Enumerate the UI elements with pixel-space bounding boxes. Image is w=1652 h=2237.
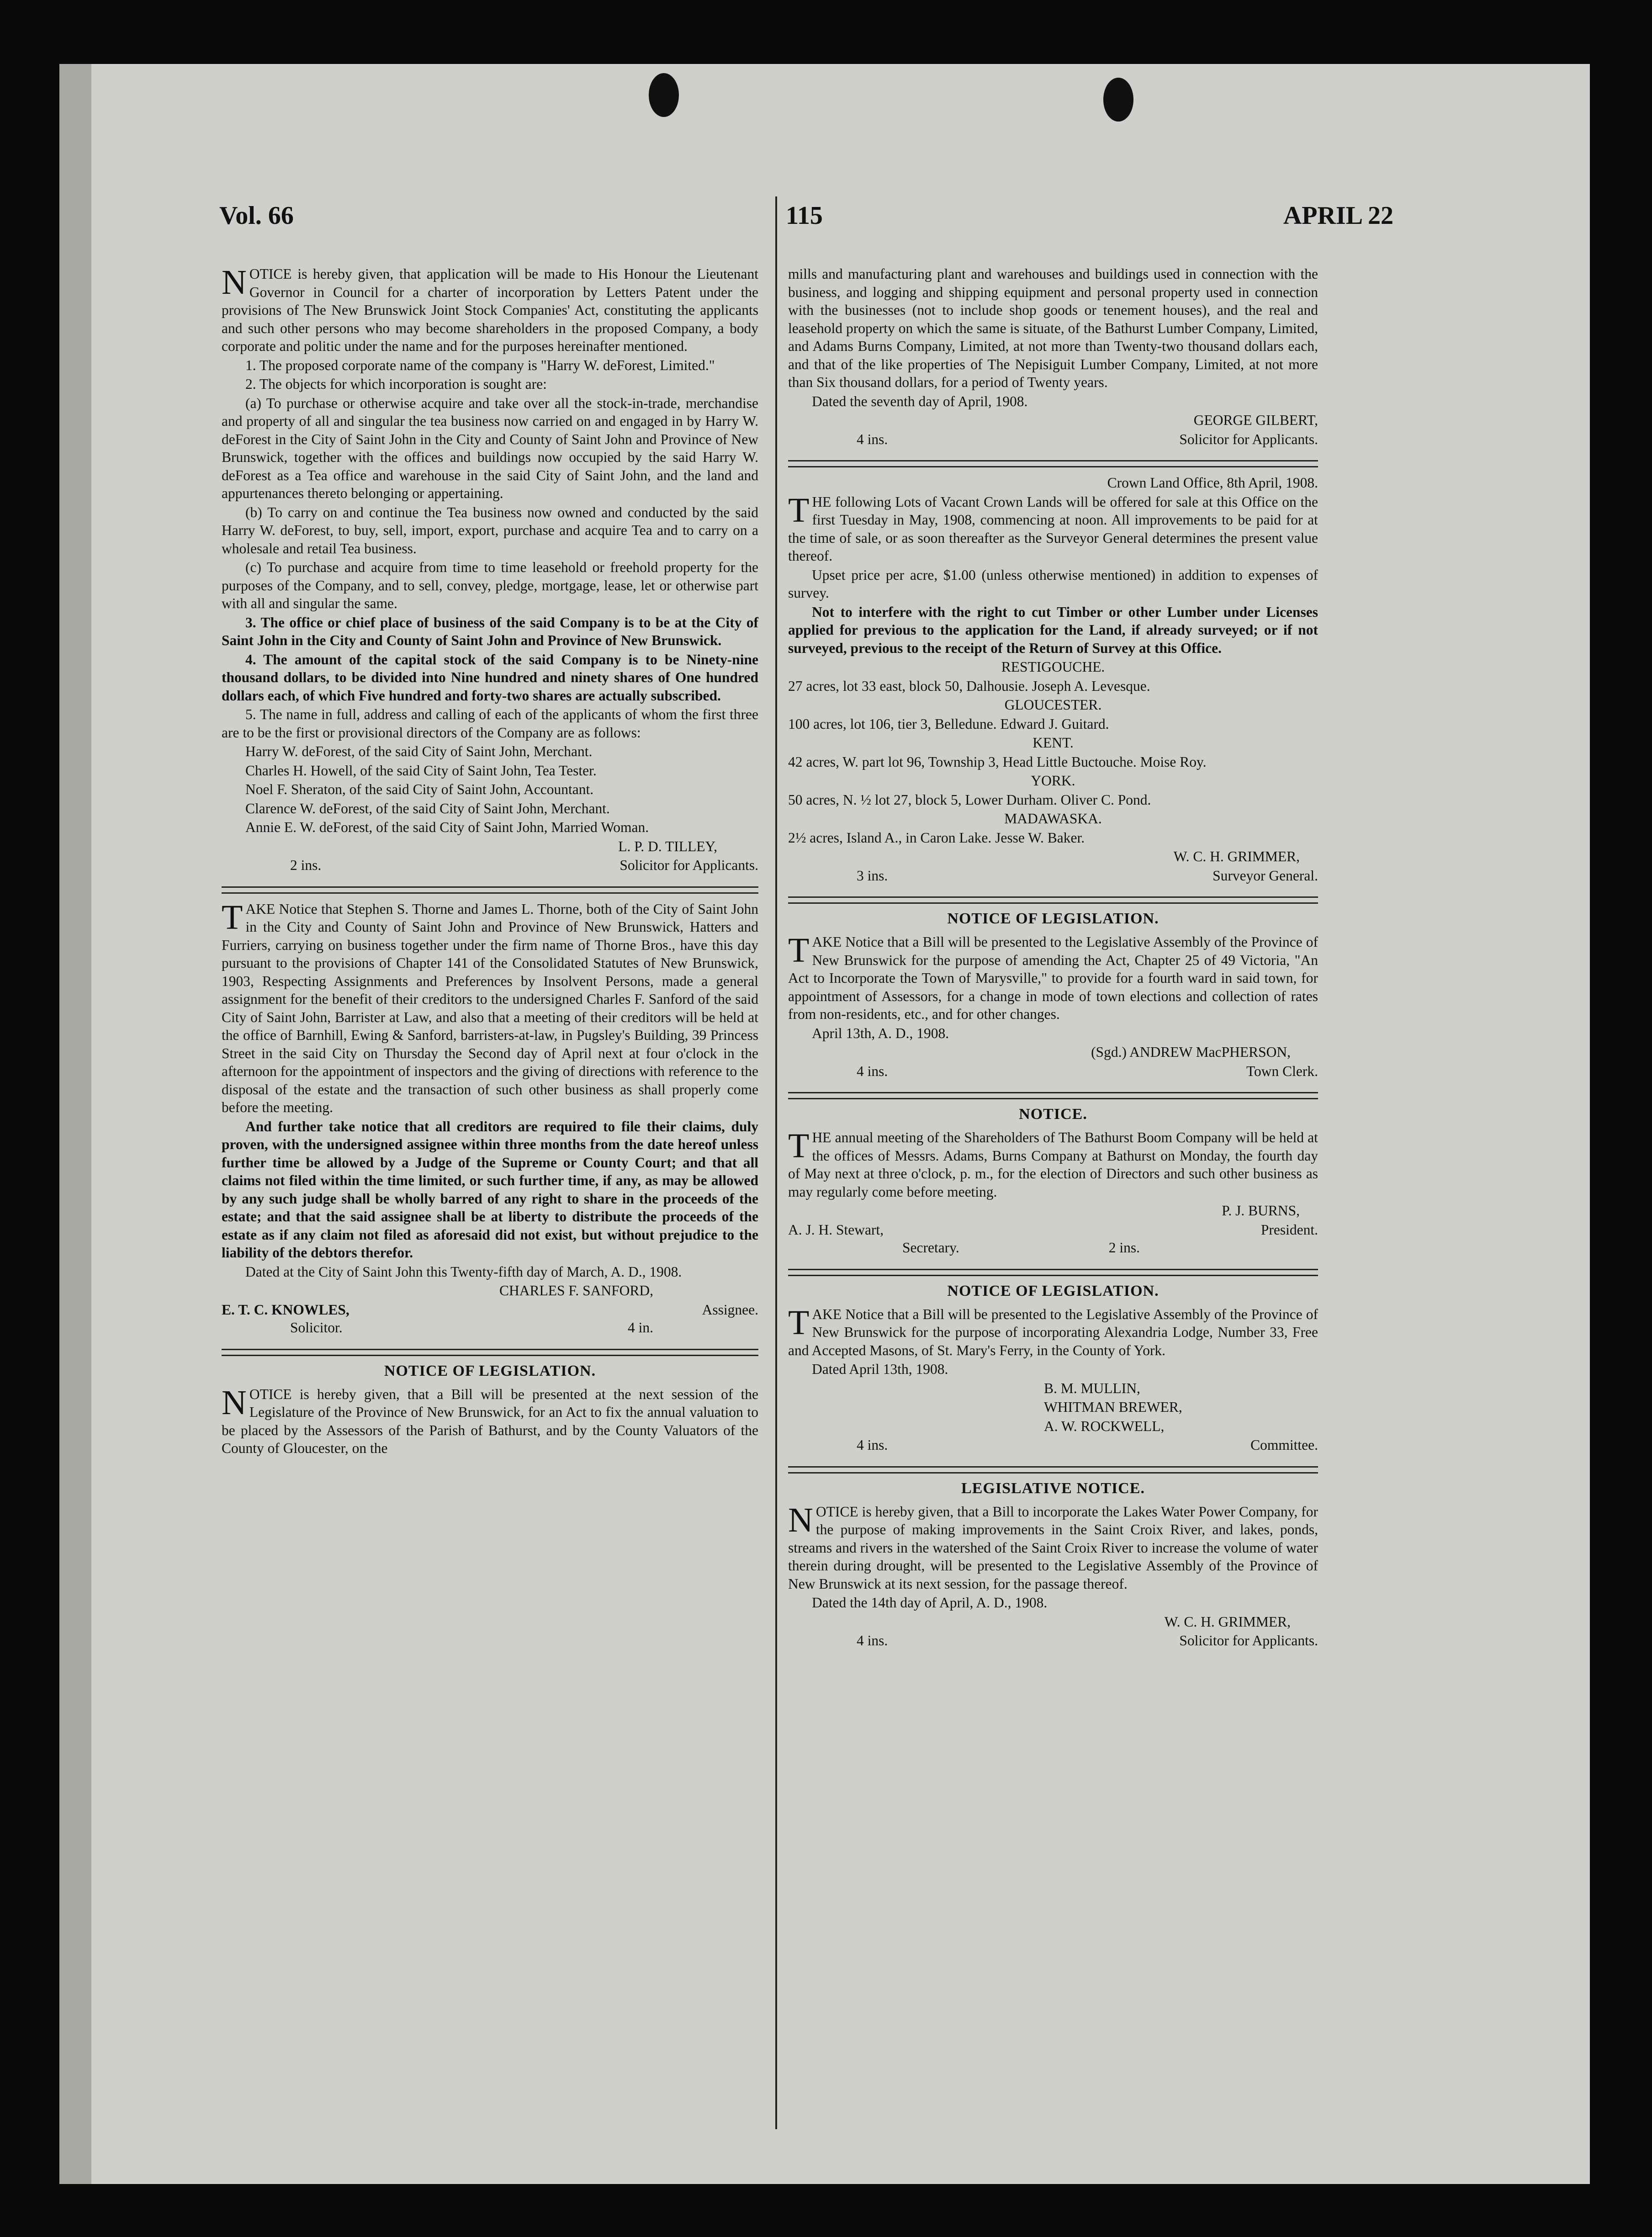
county-heading: YORK. [1031, 773, 1075, 789]
solicitor-name: E. T. C. KNOWLES, [222, 1301, 349, 1318]
punch-hole [649, 73, 679, 117]
notice-dated: Dated the seventh day of April, 1908. [812, 393, 1028, 409]
signature-row [788, 867, 1318, 885]
notice-title: NOTICE OF LEGISLATION. [947, 910, 1159, 927]
binding-edge [59, 64, 91, 2184]
signer-name: (Sgd.) ANDREW MacPHERSON, [1091, 1044, 1291, 1060]
section-divider [788, 460, 1318, 467]
signer-role: Solicitor for Applicants. [1179, 1633, 1318, 1649]
legislation-notice-marysville [788, 910, 1318, 1080]
notice-paragraph: 4. The amount of the capital stock of the said Company is to be Ninety-nine thousand dollars, to be divided into Nine hundred and ninety shares of One hundred dollars each, of which Five hundred and forty-two shares are actually subscribed. [222, 651, 758, 704]
insertion-count: 4 in. [627, 1320, 653, 1336]
left-column [222, 265, 758, 1469]
insertion-count: 4 ins. [857, 1063, 888, 1079]
director-entry: Charles H. Howell, of the said City of Saint John, Tea Tester. [245, 762, 597, 779]
legislative-notice-water-power [788, 1480, 1318, 1650]
signature-row [222, 1319, 758, 1337]
notice-lead: TAKE Notice that Stephen S. Thorne and James L. Thorne, both of the City of Saint John in the City and County of Saint John and Province of New Brunswick, Hatters and Furriers, carrying on business together under the firm name of Thorne Bros., have this day pursuant to the provisions of Chapter 141 of the Consolidated Statutes of New Brunswick, 1903, Respecting Assignments and Preferences by Insolvent Persons, made a general assignment for the benefit of their creditors to the undersigned Charles F. Sanford of the said City of Saint John, Barrister at Law, and also that a meeting of their creditors will be held at the office of Barnhill, Ewing & Sanford, barristers-at-law, in Pugsley's Building, 39 Princess Street in the said City on Thursday the Second day of April next at four o'clock in the afternoon for the appointment of inspectors and the giving of directions with reference to the disposal of the estate and the transaction of such other business as shall properly come before the meeting. [222, 898, 758, 1115]
committee-member: A. W. ROCKWELL, [1044, 1418, 1165, 1434]
notice-dated: Dated at the City of Saint John this Twenty-fifth day of March, A. D., 1908. [245, 1263, 682, 1280]
assignee-role: Assignee. [702, 1301, 758, 1318]
notice-lead: NOTICE is hereby given, that application will be made to His Honour the Lieutenant Governor in Council for a charter of incorporation by Letters Patent under the provisions of The New Brunswick Joint Stock Companies' Act, constituting the applicants and such other persons who may become shareholders in the proposed Company, a body corporate and politic under the name and for the purposes hereinafter mentioned. [222, 263, 758, 354]
notice-paragraph: And further take notice that all creditors are required to file their claims, duly proven, with the undersigned assignee within three months from the date hereof unless further time be allowed by a Judge of the Supreme or County Court; and that all claims not filed within the time limited, or such further time, if any, as may be allowed by any such judge shall be wholly barred of any right to share in the proceeds of the estate; and that the said assignee shall be at liberty to distribute the proceeds of the estate as if any claim not filed as aforesaid did not exist, but without prejudice to the liability of the debtors therefor. [222, 1118, 758, 1261]
notice-lead: THE following Lots of Vacant Crown Lands will be offered for sale at this Office on the first Tuesday in May, 1908, commencing at noon. All improvements to be paid for at the time of sale, or as soon thereafter as the Surveyor General determines the present value thereof. [788, 491, 1318, 564]
notice-lead: THE annual meeting of the Shareholders of The Bathurst Boom Company will be held at the offices of Messrs. Adams, Burns Company at Bathurst on Monday, the fourth day of May next at three o'clock, p. m., for the election of Directors and such other business as may regularly come before meeting. [788, 1127, 1318, 1200]
incorporation-notice [222, 265, 758, 875]
notice-title: NOTICE OF LEGISLATION. [384, 1362, 596, 1379]
section-divider [788, 896, 1318, 904]
signer-role: Surveyor General. [1213, 867, 1318, 884]
insertion-count: 3 ins. [857, 867, 888, 884]
valuation-notice-continued [788, 265, 1318, 448]
director-entry: Harry W. deForest, of the said City of Saint John, Merchant. [245, 743, 593, 759]
page-header [219, 201, 1393, 238]
signature-row [788, 1436, 1318, 1454]
notice-lead: NOTICE is hereby given, that a Bill to incorporate the Lakes Water Power Company, for the purpose of making improvements in the Saint Croix River, and lakes, ponds, streams and rivers in the watershed of the Saint Croix River to increase the volume of water therein during drought, will be presented to the Legislative Assembly of the Province of New Brunswick at its next session, for the passage thereof. [788, 1500, 1318, 1592]
notice-paragraph: 5. The name in full, address and calling of each of the applicants of whom the first three are to be the first or provisional directors of the Company are as follows: [222, 706, 758, 741]
notice-paragraph: 2. The objects for which incorporation is sought are: [245, 376, 547, 392]
director-entry: Annie E. W. deForest, of the said City of Saint John, Married Woman. [245, 819, 649, 835]
county-heading: MADAWASKA. [1004, 811, 1102, 827]
notice-title: LEGISLATIVE NOTICE. [961, 1479, 1145, 1497]
president-name: P. J. BURNS, [1222, 1203, 1300, 1219]
committee-member: B. M. MULLIN, [1044, 1380, 1140, 1396]
signer-name: GEORGE GILBERT, [1193, 412, 1318, 428]
notice-paragraph: Upset price per acre, $1.00 (unless otherwise mentioned) in addition to expenses of survey. [788, 567, 1318, 601]
notice-paragraph: 3. The office or chief place of business of the said Company is to be at the City of Saint John in the City and County of Saint John and Province of New Brunswick. [222, 614, 758, 648]
signature-row [222, 1301, 758, 1319]
assignee-name: CHARLES F. SANFORD, [499, 1283, 653, 1299]
notice-dated: April 13th, A. D., 1908. [812, 1025, 949, 1041]
signature-row [788, 1632, 1318, 1650]
county-heading: RESTIGOUCHE. [1001, 659, 1105, 675]
committee-member: WHITMAN BREWER, [1044, 1399, 1182, 1415]
right-column [788, 265, 1318, 1662]
president-role: President. [1260, 1221, 1318, 1238]
signer-role: Solicitor for Applicants. [620, 857, 758, 873]
insertion-count: 4 ins. [857, 1437, 888, 1453]
notice-lead: TAKE Notice that a Bill will be presented to the Legislative Assembly of the Province of New Brunswick for the purpose of amending the Act, Chapter 25 of 49 Victoria, "An Act to Incorporate the Town of Marysville," to provide for a fourth ward in said town, for appointment of Assessors, for a change in mode of town elections and collection of rates from non-residents, etc., and for other changes. [788, 931, 1318, 1022]
signer-name: W. C. H. GRIMMER, [1164, 1613, 1291, 1630]
committee-role: Committee. [1250, 1437, 1318, 1453]
solicitor-role: Solicitor. [290, 1320, 343, 1336]
crown-lands-notice [788, 474, 1318, 885]
notice-dated: Dated April 13th, 1908. [812, 1361, 948, 1377]
notice-paragraph: (c) To purchase and acquire from time to time leasehold or freehold property for the purposes of the Company, and to sell, convey, pledge, mortgage, lease, let or otherwise part with all and singular the same. [222, 559, 758, 611]
signer-name: L. P. D. TILLEY, [618, 838, 717, 854]
assignment-notice [222, 900, 758, 1337]
director-entry: Clarence W. deForest, of the said City of Saint John, Merchant. [245, 800, 610, 816]
section-divider [222, 886, 758, 894]
notice-paragraph: Not to interfere with the right to cut Timber or other Lumber under Licenses applied for previous to the application for the Land, if already surveyed; or if not surveyed, previous to the receipt of the Return of Survey at this Office. [788, 604, 1318, 656]
legislation-notice-masonic-lodge [788, 1283, 1318, 1454]
notice-dated: Dated the 14th day of April, A. D., 1908. [812, 1595, 1048, 1611]
volume-number: Vol. 66 [219, 201, 294, 230]
section-divider [222, 1349, 758, 1356]
notice-paragraph: (a) To purchase or otherwise acquire and take over all the stock-in-trade, merchandise and property of all and singular the tea business now carried on and engaged in by Harry W. deForest in the City of Saint John in the City and County of Saint John and Province of New Brunswick, together with the offices and buildings now occupied by the said Harry W. deForest as a Tea office and warehouse in the said City of Saint John, and the land and appurtenances thereto belonging or appertaining. [222, 395, 758, 501]
signer-role: Solicitor for Applicants. [1179, 431, 1318, 447]
signature-row [788, 1239, 1318, 1257]
signature-row [788, 430, 1318, 449]
signature-row [788, 1221, 1318, 1239]
column-rule [775, 196, 777, 2129]
notice-paragraph: (b) To carry on and continue the Tea business now owned and conducted by the said Harry W. deForest, to buy, sell, import, export, purchase and acquire Tea and to carry on a wholesale and retail Tea business. [222, 504, 758, 557]
section-divider [788, 1269, 1318, 1276]
director-entry: Noel F. Sheraton, of the said City of Saint John, Accountant. [245, 781, 594, 797]
section-divider [788, 1092, 1318, 1099]
section-divider [788, 1466, 1318, 1474]
secretary-name: A. J. H. Stewart, [788, 1221, 884, 1238]
insertion-count: 2 ins. [290, 857, 322, 873]
lot-entry: 50 acres, N. ½ lot 27, block 5, Lower Durham. Oliver C. Pond. [788, 791, 1151, 808]
notice-paragraph: 1. The proposed corporate name of the company is "Harry W. deForest, Limited." [245, 357, 715, 373]
secretary-role: Secretary. [902, 1240, 959, 1256]
notice-title: NOTICE. [1019, 1106, 1087, 1123]
county-heading: GLOUCESTER. [1004, 697, 1102, 713]
insertion-count: 4 ins. [857, 1633, 888, 1649]
lot-entry: 42 acres, W. part lot 96, Township 3, Head Little Buctouche. Moise Roy. [788, 753, 1207, 770]
notice-lead: TAKE Notice that a Bill will be presented to the Legislative Assembly of the Province of New Brunswick for the purpose of incorporating Alexandria Lodge, Number 33, Free and Accepted Masons, of St. Mary's Ferry, in the County of York. [788, 1303, 1318, 1358]
insertion-count: 2 ins. [1108, 1240, 1140, 1256]
legislation-notice-bathurst [222, 1362, 758, 1458]
page-number: 115 [786, 201, 823, 230]
lot-entry: 2½ acres, Island A., in Caron Lake. Jesse W. Baker. [788, 829, 1085, 846]
punch-hole [1103, 78, 1133, 122]
notice-title: NOTICE OF LEGISLATION. [947, 1282, 1159, 1299]
issue-date: APRIL 22 [1283, 201, 1393, 230]
signer-name: W. C. H. GRIMMER, [1173, 848, 1300, 864]
county-heading: KENT. [1032, 735, 1074, 751]
lot-entry: 100 acres, lot 106, tier 3, Belledune. Edward J. Guitard. [788, 716, 1109, 732]
shareholders-meeting-notice [788, 1106, 1318, 1257]
insertion-count: 4 ins. [857, 431, 888, 447]
office-dateline: Crown Land Office, 8th April, 1908. [1107, 475, 1318, 491]
signature-row [788, 1062, 1318, 1081]
notice-paragraph: mills and manufacturing plant and warehouses and buildings used in connection with the business, and logging and shipping equipment and personal property used in connection with the businesses (not to include shop goods or tenement houses), and the real and leasehold property on which the same is situate, of the Bathurst Lumber Company, Limited, and Adams Burns Company, Limited, at not more than Twenty-two thousand dollars each, and that of the like properties of The Nepisiguit Lumber Company, Limited, at not more than Six thousand dollars, for a period of Twenty years. [788, 266, 1318, 390]
signature-row [222, 856, 758, 875]
lot-entry: 27 acres, lot 33 east, block 50, Dalhousie. Joseph A. Levesque. [788, 678, 1150, 694]
signer-role: Town Clerk. [1246, 1063, 1318, 1079]
notice-lead: NOTICE is hereby given, that a Bill will be presented at the next session of the Legislature of the Province of New Brunswick, for an Act to fix the annual valuation to be placed by the Assessors of the Parish of Bathurst, and by the County Valuators of the County of Gloucester, on the [222, 1383, 758, 1456]
